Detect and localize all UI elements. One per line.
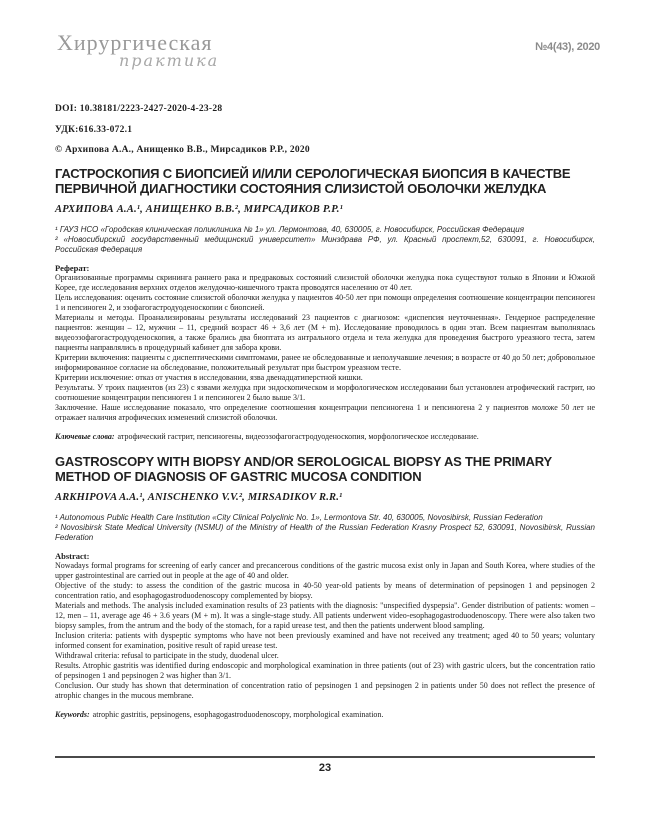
doi-line: DOI: 10.38181/2223-2427-2020-4-23-28 [55, 104, 223, 114]
keywords-text-ru: атрофический гастрит, пепсиногены, видеоэзофагогастродуоденоскопия, морфологическое исследование. [117, 431, 479, 441]
abstract-paragraph: Inclusion criteria: patients with dyspeptic symptoms who have not been previously examined and have not received any treatment; aged 40 to 50 years; voluntary informed consent for examination, positive result of rapid urease test. [55, 630, 595, 650]
udc-line: УДК:616.33-072.1 [55, 124, 133, 135]
authors-en: ARKHIPOVA A.A.¹, ANISCHENKO V.V.², MIRSADIKOV R.R.¹ [55, 491, 343, 503]
abstract-paragraph: Результаты. У троих пациентов (из 23) с язвами желудка при эндоскопическом и морфологическом исследовании был установлен атрофический гастрит, но соотношение концентрации пепсиноген 1 и пепсиноген 2 было выше 3/1. [55, 382, 595, 402]
abstract-paragraph: Results. Atrophic gastritis was identified during endoscopic and morphological examination in three patients (out of 23) with gastric ulcers, but the concentration ratio of pepsinogen 1 and pepsinogen 2 was higher than 3/1. [55, 660, 595, 680]
affiliations-en [55, 513, 595, 543]
abstract-ru [55, 273, 595, 423]
article-title-ru: ГАСТРОСКОПИЯ С БИОПСИЕЙ И/ИЛИ СЕРОЛОГИЧЕСКАЯ БИОПСИЯ В КАЧЕСТВЕ ПЕРВИЧНОЙ ДИАГНОСТИКИ СОСТОЯНИЯ СЛИЗИСТОЙ ОБОЛОЧКИ ЖЕЛУДКА [55, 165, 571, 196]
article-meta [55, 104, 595, 156]
abstract-label-en: Abstract: [55, 550, 90, 561]
abstract-en [55, 561, 595, 701]
keywords-en [55, 710, 595, 720]
abstract-paragraph: Материалы и методы. Проанализированы результаты исследований 23 пациентов с диагнозом: «диспепсия неуточненная». Гендерное распределение пациентов: женщин – 12, мужчин – 11, средний возраст 46 + 3,6 лет (М + m). Исследование проводилось в один этап. Всем пациентам выполнялась видеоэзофагогастродуоденоскопия, а также брались два биоптата из антрального отдела и тела желудка для проведения быстрого уреазного теста, затем пациенты направлялись в процедурный кабинет для забора крови. [55, 312, 595, 352]
issue-number: №4(43), 2020 [535, 41, 600, 53]
keywords-label-en: Keywords: [55, 709, 90, 719]
keywords-text-en: atrophic gastritis, pepsinogens, esophagogastroduodenoscopy, morphological examination. [92, 709, 384, 719]
copyright-line: © Архипова А.А., Анищенко В.В., Мирсадиков Р.Р., 2020 [55, 145, 310, 155]
abstract-paragraph: Conclusion. Our study has shown that determination of concentration ratio of pepsinogen 1 and pepsinogen 2 in patients under 50 does not reflect the presence of atrophic changes in the mucous membrane. [55, 680, 595, 700]
footer-rule [55, 756, 595, 758]
abstract-paragraph: Nowadays formal programs for screening of early cancer and precancerous conditions of the gastric mucosa exist only in Japan and South Korea, where studies of the upper gastrointestinal are carried out in people at the age of 40 and older. [55, 560, 595, 580]
article-title-en: GASTROSCOPY WITH BIOPSY AND/OR SEROLOGICAL BIOPSY AS THE PRIMARY METHOD OF DIAGNOSIS OF GASTRIC MUCOSA CONDITION [55, 453, 552, 484]
abstract-paragraph: Организованные программы скрининга раннего рака и предраковых состояний слизистой оболочки желудка пока существуют только в Японии и Южной Корее, где исследования верхних отделов желудочно-кишечного тракта проводятся населению от 40 лет. [55, 272, 595, 292]
authors-ru: АРХИПОВА А.А.¹, АНИЩЕНКО В.В.², МИРСАДИКОВ Р.Р.¹ [55, 203, 343, 215]
affiliation-item: ¹ ГАУЗ НСО «Городская клиническая поликлиника № 1» ул. Лермонтова, 40, 630005, г. Новосибирск, Российская Федерация [55, 224, 524, 234]
abstract-paragraph: Objective of the study: to assess the condition of the gastric mucosa in 40-50 year-old patients by means of determination of pepsinogen 1 and pepsinogen 2 concentration ratio, and esophagogastroduodenoscopy complemented by biopsy. [55, 580, 595, 600]
journal-logo-line1: Хирургическая [57, 30, 213, 55]
abstract-label-ru: Реферат: [55, 262, 90, 273]
abstract-paragraph: Заключение. Наше исследование показало, что определение соотношения концентрации пепсиногена 1 и пепсиногена 2 у пациентов моложе 50 лет не отражает наличия атрофических изменений слизистой оболочки. [55, 402, 595, 422]
abstract-paragraph: Цель исследования: оценить состояние слизистой оболочки желудка у пациентов 40-50 лет при помощи определения соотношение концентрации пепсиноген 1 и пепсиноген 2, и эзофагогастродуоденоскопии с биопсией. [55, 292, 595, 312]
abstract-paragraph: Materials and methods. The analysis included examination results of 23 patients with the diagnosis: "unspecified dyspepsia". Gender distribution of patients: women – 12, men – 11, average age 46 + 3.6 years (M + m). It was a single-stage study. All patients underwent video-esophagogastroduodenoscopy. There were also taken two biopsy samples, from the antrum and the body of the stomach, for a rapid urease test, and then the patients underwent blood sampling. [55, 600, 595, 630]
affiliation-item: ¹ Autonomous Public Health Care Institution «City Clinical Polyclinic No. 1», Lermontova Str. 40, 630005, Novosibirsk, Russian Federation [55, 512, 543, 522]
page-number: 23 [318, 762, 332, 774]
affiliation-item: ² «Новосибирский государственный медицинский университет» Минздрава РФ, ул. Красный проспект,52, 630091, г. Новосибирск, Российская Федерация [55, 234, 595, 254]
affiliations-ru [55, 225, 595, 255]
journal-logo-line2: практика [119, 51, 220, 70]
abstract-paragraph: Withdrawal criteria: refusal to participate in the study, duodenal ulcer. [55, 650, 279, 660]
affiliation-item: ² Novosibirsk State Medical University (NSMU) of the Ministry of Health of the Russian Federation Krasny Prospect 52, 630091, Novosibirsk, Russian Federation [55, 522, 595, 542]
keywords-label-ru: Ключевые слова: [55, 431, 115, 441]
page-header [57, 30, 600, 94]
article-content [55, 104, 595, 720]
abstract-paragraph: Критерии включения: пациенты с диспептическими симптомами, ранее не обследованные и неполучавшие лечения; в возрасте от 40 до 50 лет; добровольное информированное согласие на обследование, положительный результат при быстром уреазном тесте. [55, 352, 595, 372]
keywords-ru [55, 432, 595, 442]
journal-logo [57, 30, 600, 70]
abstract-paragraph: Критерии исключение: отказ от участия в исследовании, язва двенадцатиперстной кишки. [55, 372, 363, 382]
